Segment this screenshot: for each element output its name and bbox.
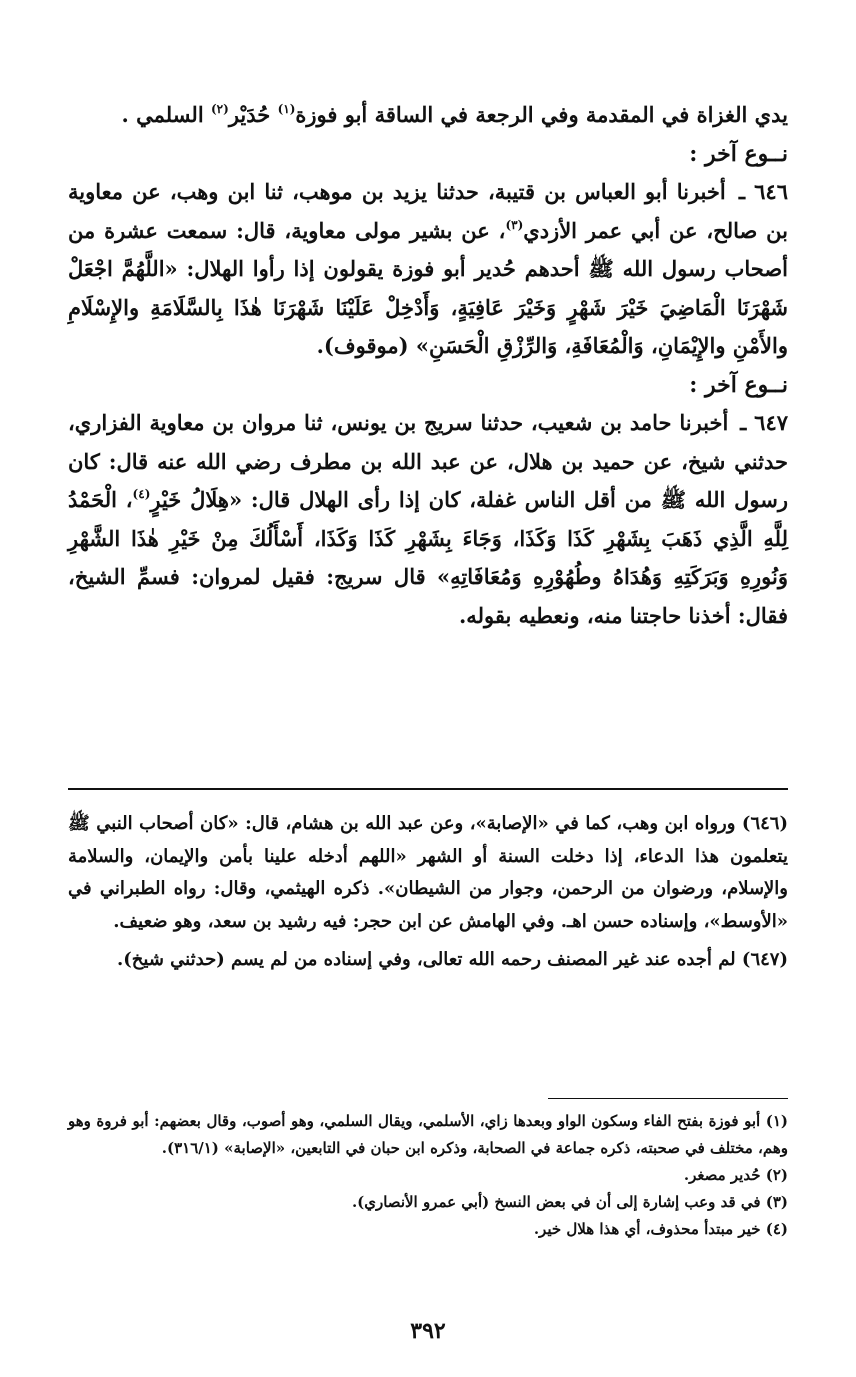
text-span: أخبرنا أبو العباس بن قتيبة، حدثنا يزيد بن موهب، ثنا ابن وهب، عن معاوية بن صالح، عن أبي عمر الأزدي — [68, 179, 789, 243]
editor-notes — [68, 808, 788, 983]
footnotes-divider — [548, 1098, 788, 1099]
paragraph-continuation — [68, 96, 788, 135]
footnote-2: (٢) حُدير مصغر. — [683, 1166, 788, 1184]
note-647: (٦٤٧) لم أجده عند غير المصنف رحمه الله تعالى، وفي إسناده من لم يسم (حدثني شيخ). — [117, 949, 788, 970]
section-heading-1: نــوع آخر : — [689, 140, 788, 167]
footnote-ref-2[interactable]: (٢) — [210, 102, 229, 116]
hadith-647 — [68, 404, 788, 635]
section-heading-2: نــوع آخر : — [689, 371, 788, 398]
footnote-3: (٣) في قد وعب إشارة إلى أن في بعض النسخ (أبي عمرو الأنصاري). — [351, 1193, 788, 1211]
text-span: ، عن بشير مولى معاوية، قال: سمعت عشرة من أصحاب رسول الله ﷺ أحدهم حُدير أبو فوزة يقولون إذا رأوا الهلال: «اللَّهُمَّ اجْعَلْ شَهْرَنَا الْمَاضِيَ خَيْرَ شَهْرٍ وَخَيْرَ عَافِيَةٍ، وَأَدْخِلْ عَلَيْنَا شَهْرَنَا هٰذَا بِالسَّلَامَةِ والإِسْلَامِ والأَمْنِ والإِيْمَانِ، وَالْمُعَافَةِ، وَالرِّزْقِ الْحَسَنِ» (موقوف). — [68, 217, 788, 358]
footnote-1: (١) أبو فوزة بفتح الفاء وسكون الواو وبعدها زاي، الأسلمي، ويقال السلمي، وهو أصوب، وقال بعضهم: أبو فروة وهو وهم، مختلف في صحبته، ذكره جماعة في الصحابة، وذكره ابن حبان في التابعين، «الإصابة» (٣١٦/١). — [68, 1112, 788, 1157]
main-text — [68, 96, 788, 635]
footnote-4: (٤) خير مبتدأ محذوف، أي هذا هلال خير. — [533, 1220, 788, 1238]
page-number: ٣٩٢ — [410, 1318, 446, 1344]
text-span: أخبرنا حامد بن شعيب، حدثنا سريج بن يونس، ثنا مروان بن معاوية الفزاري، حدثني شيخ، عن حميد بن هلال، عن عبد الله بن مطرف رضي الله عنه قال: كان رسول الله ﷺ من أقل الناس غفلة، كان إذا رأى الهلال قال: «هِلَالُ خَيْرٍ — [68, 410, 789, 512]
footnotes — [68, 1108, 788, 1243]
note-646: (٦٤٦) ورواه ابن وهب، كما في «الإصابة»، وعن عبد الله بن هشام، قال: «كان أصحاب النبي ﷺ يتعلمون هذا الدعاء، إذا دخلت السنة أو الشهر «اللهم أدخله علينا بأمن والإيمان، والسلامة والإسلام، ورضوان من الرحمن، وجوار من الشيطان». ذكره الهيثمي، وقال: رواه الطبراني في «الأوسط»، وإسناده حسن اهـ. وفي الهامش عن ابن حجر: فيه رشيد بن سعد، وهو ضعيف. — [68, 813, 788, 932]
footnote-ref-1[interactable]: (١) — [277, 102, 296, 116]
footnote-ref-3[interactable]: (٣) — [505, 217, 524, 232]
hadith-number-646: ٦٤٦ ـ — [738, 179, 788, 204]
text-span: ، الْحَمْدُ لِلَّهِ الَّذِي ذَهَبَ بِشَهْرِ كَذَا وَكَذَا، وَجَاءَ بِشَهْرِ كَذَا وَكَذَا، أَسْأَلُكَ مِنْ خَيْرِ هٰذَا الشَّهْرِ وَنُورِهِ وَبَرَكَتِهِ وَهُدَاهُ وطُهُوْرِهِ وَمُعَافَاتِهِ» قال سريج: فقيل لمروان: فسمِّ الشيخ، فقال: أخذنا حاجتنا منه، ونعطيه بقوله. — [68, 487, 788, 628]
text-span: يدي الغزاة في المقدمة وفي الرجعة في الساقة أبو فوزة — [295, 102, 788, 127]
text-span: السلمي . — [121, 102, 211, 127]
text-span: حُدَيْر — [228, 102, 278, 127]
hadith-646 — [68, 173, 788, 366]
footnote-ref-4[interactable]: (٤) — [132, 487, 151, 501]
notes-divider — [68, 788, 788, 790]
hadith-number-647: ٦٤٧ ـ — [740, 410, 789, 435]
